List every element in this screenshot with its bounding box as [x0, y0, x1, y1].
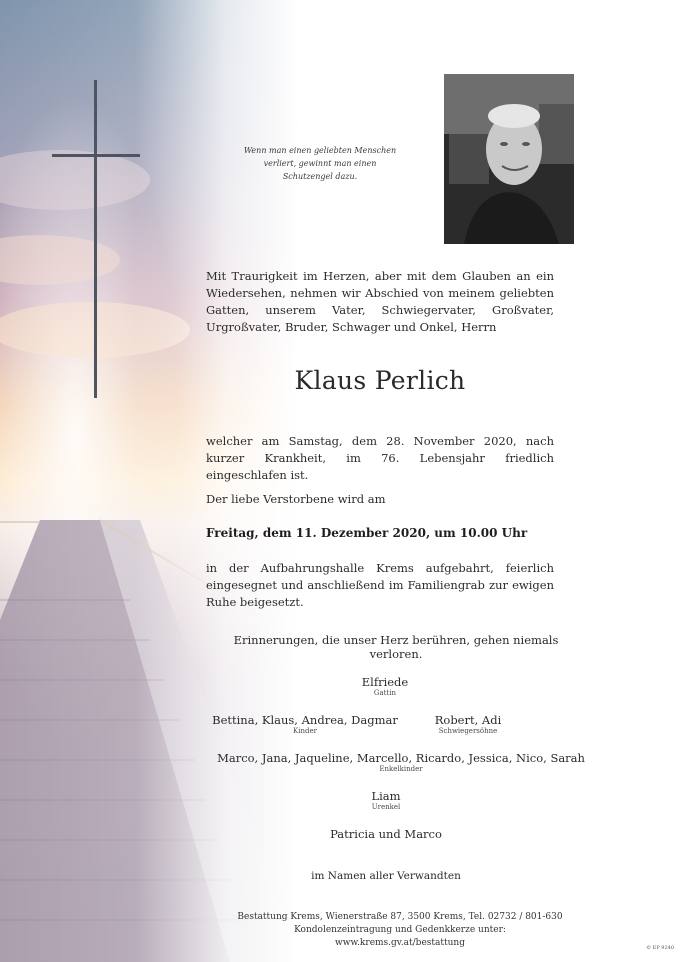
family-names: Patricia und Marco [330, 827, 442, 841]
family-names: Elfriede [361, 675, 409, 689]
family-names: Marco, Jana, Jaqueline, Marcello, Ricardo, Jessica, Nico, Sarah [217, 751, 585, 765]
quote-line: Schutzengel dazu. [282, 172, 358, 181]
quote-line: Wenn man einen geliebten Menschen [243, 146, 397, 155]
funeral-date: Freitag, dem 11. Dezember 2020, um 10.00 Uhr [206, 526, 528, 540]
family-grandchildren [216, 751, 586, 774]
cross-horizontal-bar [52, 154, 140, 157]
print-code: © EP 9240 [646, 945, 674, 951]
footer-address: Bestattung Krems, Wienerstraße 87, 3500 Krems, Tel. 02732 / 801-630 [237, 912, 563, 922]
family-role: Enkelkinder [379, 765, 423, 773]
intro-paragraph: Mit Traurigkeit im Herzen, aber mit dem Glauben an ein Wiedersehen, nehmen wir Abschied von meinem geliebten Gatten, unserem Vater, Schwiegervater, Großvater, Urgroßvater, Bruder, Schwager und Onkel, Herrn [206, 269, 554, 334]
family-others [316, 827, 456, 841]
portrait-photo [444, 74, 574, 244]
cross-vertical-bar [94, 80, 97, 398]
funeral-home-footer [230, 911, 570, 950]
family-names: Bettina, Klaus, Andrea, Dagmar [212, 713, 398, 727]
quote-line: verliert, gewinnt man einen [263, 159, 377, 168]
announce-text: Der liebe Verstorbene wird am [206, 492, 386, 506]
memorial-quote [230, 144, 410, 183]
family-role: Gattin [373, 689, 397, 697]
family-sons-in-law [410, 713, 526, 736]
family-names: Liam [371, 789, 401, 803]
funeral-place-paragraph: in der Aufbahrungshalle Krems aufgebahrt, feierlich eingesegnet und anschließend im Familiengrab zur ewigen Ruhe beigesetzt. [206, 561, 554, 609]
family-wife [330, 675, 440, 698]
death-paragraph: welcher am Samstag, dem 28. November 2020, nach kurzer Krankheit, im 76. Lebensjahr friedlich eingeschlafen ist. [206, 434, 554, 482]
footer-website: Kondolenzeintragung und Gedenkkerze unter: www.krems.gv.at/bestattung [294, 925, 506, 948]
on-behalf-text: im Namen aller Verwandten [311, 870, 461, 882]
on-behalf-line [296, 869, 476, 883]
family-role: Schwiegersöhne [438, 727, 498, 735]
family-names: Robert, Adi [434, 713, 502, 727]
family-role: Kinder [293, 727, 317, 735]
family-great-grandchild [336, 789, 436, 812]
memory-quote: Erinnerungen, die unser Herz berühren, gehen niemals verloren. [233, 633, 559, 661]
family-role: Urenkel [371, 803, 401, 811]
family-children [206, 713, 404, 736]
deceased-name: Klaus Perlich [294, 366, 466, 395]
